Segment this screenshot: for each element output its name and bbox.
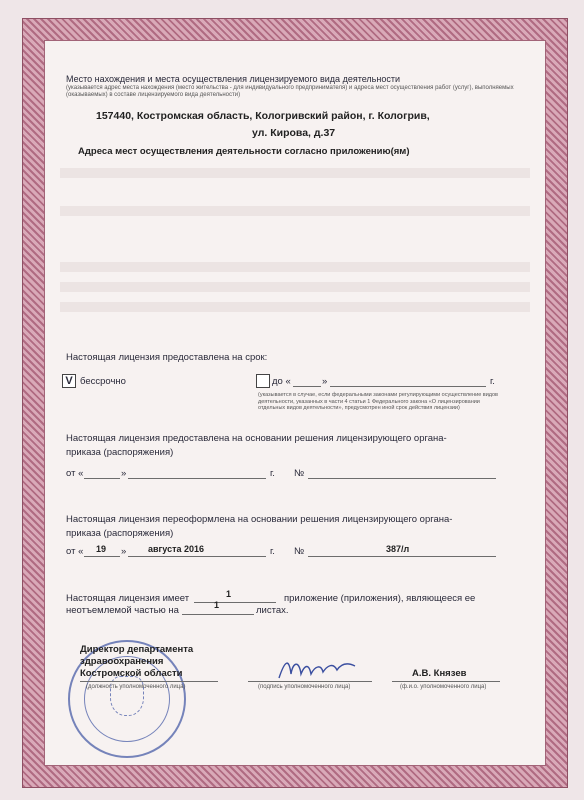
reissue-day: 19	[96, 544, 107, 554]
until-note: (указывается в случае, если федеральными законами регулирующими осуществление видов деятельности, указанных в части 4 статьи 1 Федерального закона «О лицензировании отдельных видов деятельности», предусмотрен иной срок действия лицензии)	[258, 392, 498, 411]
until-checkbox	[256, 374, 270, 388]
background-pattern	[60, 168, 530, 178]
signatory-name: А.В. Князев	[412, 668, 467, 679]
appendix-sheets: 1	[214, 600, 220, 610]
name-line	[392, 681, 500, 682]
until-prefix: до «	[272, 376, 291, 387]
unlimited-checkbox: V	[62, 374, 76, 388]
reissue-day-line	[84, 556, 120, 557]
basis-text-1: Настоящая лицензия предоставлена на основании решения лицензирующего органа-	[66, 433, 447, 444]
reissue-year: г.	[270, 546, 275, 557]
appendix-count: 1	[226, 589, 232, 599]
reissue-number-line	[308, 556, 496, 557]
reissue-num-sign: №	[294, 546, 305, 557]
position-line-3: Костромской области	[80, 668, 183, 679]
appendix-count-line	[194, 602, 276, 603]
position-line-2: здравоохранения	[80, 656, 164, 667]
background-pattern	[60, 302, 530, 312]
basis-day-line	[84, 478, 120, 479]
appendix-sheets-line	[182, 614, 254, 615]
until-date-line	[330, 386, 486, 387]
reissue-from: от «	[66, 546, 84, 557]
basis-number-line	[308, 478, 496, 479]
appendix-text-2a: неотъемлемой частью на	[66, 605, 179, 616]
appendix-text-2b: листах.	[256, 605, 289, 616]
appendix-text-1b: приложение (приложения), являющееся ее	[284, 593, 476, 604]
reissue-number: 387/л	[386, 544, 410, 554]
basis-text-2: приказа (распоряжения)	[66, 447, 174, 458]
location-title: Место нахождения и места осуществления лицензируемого вида деятельности	[66, 74, 400, 84]
reissue-quote: »	[121, 546, 127, 557]
term-label: Настоящая лицензия предоставлена на срок:	[66, 352, 268, 363]
background-pattern	[60, 206, 530, 216]
basis-date-line	[128, 478, 266, 479]
background-pattern	[60, 282, 530, 292]
address-line-1: 157440, Костромская область, Кологривский район, г. Кологрив,	[96, 110, 430, 122]
appendix-text-1a: Настоящая лицензия имеет	[66, 593, 190, 604]
until-suffix: г.	[490, 376, 495, 387]
name-caption: (ф.и.о. уполномоченного лица)	[400, 684, 487, 690]
basis-year: г.	[270, 468, 275, 479]
sign-line	[248, 681, 372, 682]
basis-from: от «	[66, 468, 84, 479]
position-line-1: Директор департамента	[80, 644, 194, 655]
reissue-month-year: августа 2016	[148, 544, 205, 554]
unlimited-label: бессрочно	[80, 376, 126, 387]
background-pattern	[60, 262, 530, 272]
reissue-text-2: приказа (распоряжения)	[66, 528, 174, 539]
location-note: (указывается адрес места нахождения (место жительства - для индивидуального предпринимателя) и адреса мест осуществления работ (услуг), выполняемых (оказываемых) в составе лицензируемого вида деятельности)	[66, 85, 514, 98]
basis-num-sign: №	[294, 468, 305, 479]
position-line	[80, 681, 218, 682]
reissue-date-line	[128, 556, 266, 557]
position-caption: (должность уполномоченного лица)	[86, 684, 186, 690]
address-line-2: ул. Кирова, д.37	[252, 127, 336, 139]
addresses-appendix: Адреса мест осуществления деятельности согласно приложению(ям)	[78, 146, 410, 157]
reissue-text-1: Настоящая лицензия переоформлена на основании решения лицензирующего органа-	[66, 514, 453, 525]
until-day-line	[293, 386, 321, 387]
seal-emblem	[110, 676, 144, 716]
basis-quote: »	[121, 468, 127, 479]
sign-caption: (подпись уполномоченного лица)	[258, 684, 351, 690]
until-quote: »	[322, 376, 328, 387]
